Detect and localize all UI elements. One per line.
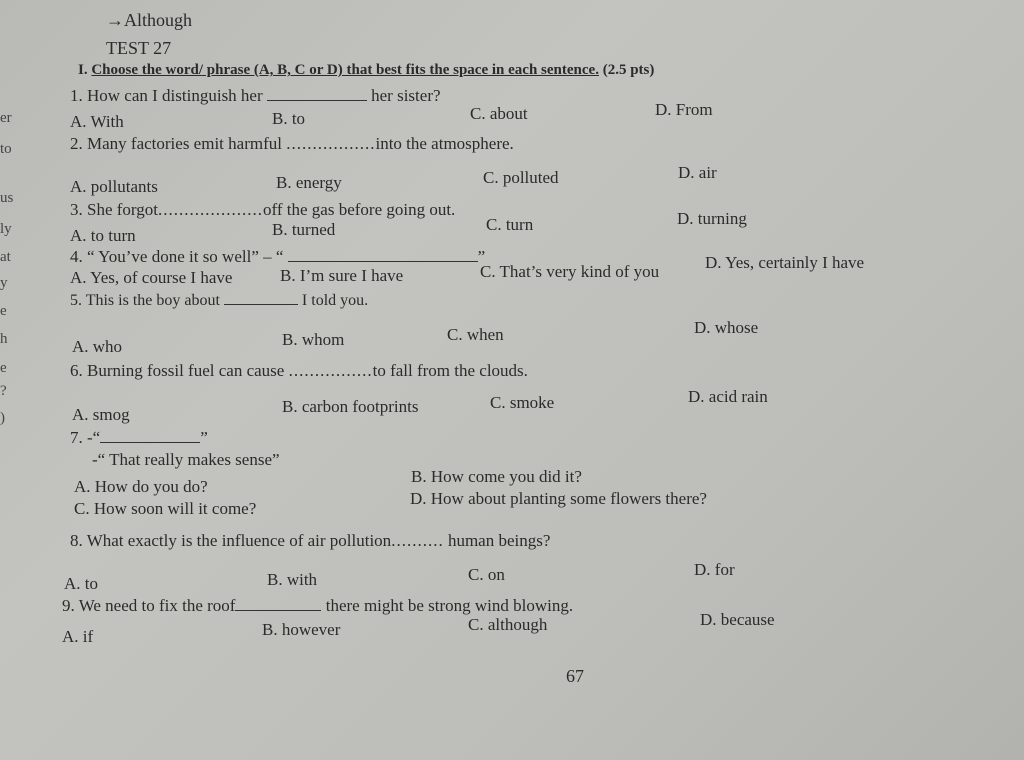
- question-stem: 8. What exactly is the influence of air pollution: [70, 531, 392, 550]
- option-c: C. turn: [486, 215, 534, 234]
- question-1: [70, 86, 441, 106]
- option-d: D. From: [655, 100, 713, 119]
- instruction-text: Choose the word/ phrase (A, B, C or D) that best fits the space in each sentence.: [91, 62, 599, 78]
- option-a: A. to turn: [70, 226, 136, 245]
- section-label: I.: [78, 62, 88, 78]
- question-stem: I told you.: [301, 292, 369, 309]
- option-d: D. air: [678, 163, 717, 182]
- option-a: A. pollutants: [70, 177, 158, 196]
- points: (2.5 pts): [602, 62, 655, 78]
- option-d: D. whose: [694, 318, 759, 337]
- margin-fragment: er: [0, 110, 12, 126]
- option-b: B. whom: [282, 330, 345, 349]
- question-stem: her sister?: [371, 86, 441, 105]
- question-stem: there might be strong wind blowing.: [325, 596, 574, 615]
- question-stem: 6. Burning fossil fuel can cause: [70, 361, 285, 380]
- question-stem: 1. How can I distinguish her: [70, 86, 263, 105]
- question-7: [70, 428, 208, 448]
- option-c: C. about: [470, 104, 528, 123]
- question-2: [70, 134, 514, 154]
- option-c: C. smoke: [490, 393, 555, 412]
- margin-fragment: ly: [0, 221, 12, 237]
- option-b: B. How come you did it?: [411, 467, 582, 486]
- option-d: D. for: [694, 560, 735, 579]
- option-c: C. on: [468, 565, 505, 584]
- option-b: B. with: [267, 570, 318, 589]
- question-8: [70, 531, 550, 551]
- option-b: B. to: [272, 109, 306, 128]
- question-stem: to fall from the clouds.: [372, 361, 528, 380]
- option-d: D. because: [700, 610, 775, 629]
- answer-blank: [235, 609, 321, 611]
- question-5: [70, 292, 368, 310]
- option-d: D. acid rain: [688, 387, 768, 406]
- page-number: 67: [566, 666, 584, 686]
- option-a: A. if: [62, 627, 94, 646]
- option-b: B. however: [262, 620, 341, 639]
- margin-fragment: ?: [0, 383, 7, 399]
- margin-fragment: to: [0, 141, 12, 157]
- question-stem: 9. We need to fix the roof: [62, 596, 236, 615]
- answer-blank: ..........: [391, 531, 444, 550]
- question-9: [62, 596, 573, 616]
- question-stem: 4. “ You’ve done it so well” – “: [70, 247, 284, 266]
- question-stem: 5. This is the boy about: [70, 292, 220, 309]
- question-3: [70, 200, 455, 220]
- answer-blank: .................: [286, 134, 376, 153]
- answer-blank: ....................: [158, 200, 263, 219]
- option-a: A. who: [72, 337, 123, 356]
- margin-fragment: e: [0, 360, 7, 376]
- option-a: A. smog: [72, 405, 130, 424]
- margin-fragment: y: [0, 275, 8, 291]
- question-7-reply: -“ That really makes sense”: [92, 450, 280, 469]
- answer-blank: ................: [288, 361, 373, 380]
- question-stem: ”: [477, 247, 486, 266]
- option-c: C. How soon will it come?: [74, 499, 257, 518]
- option-d: D. How about planting some flowers there?: [410, 489, 707, 508]
- top-note: →Although: [106, 10, 193, 30]
- option-d: D. Yes, certainly I have: [705, 253, 865, 272]
- margin-fragment: at: [0, 249, 11, 265]
- question-stem: off the gas before going out.: [263, 200, 456, 219]
- option-a: A. Yes, of course I have: [70, 268, 233, 287]
- question-stem: 2. Many factories emit harmful: [70, 134, 282, 153]
- question-stem: human beings?: [447, 531, 551, 550]
- question-stem: 3. She forgot: [70, 200, 158, 219]
- option-b: B. I’m sure I have: [280, 266, 404, 285]
- margin-fragment: us: [0, 190, 14, 206]
- answer-blank: [267, 99, 367, 101]
- option-c: C. That’s very kind of you: [480, 262, 660, 281]
- option-b: B. turned: [272, 220, 336, 239]
- question-stem: into the atmosphere.: [375, 134, 514, 153]
- margin-fragment: e: [0, 303, 7, 319]
- question-stem: ”: [200, 428, 208, 447]
- answer-blank: [224, 303, 298, 305]
- question-stem: 7. -“: [70, 428, 101, 447]
- question-6: [70, 361, 528, 381]
- test-title: TEST 27: [106, 38, 172, 58]
- margin-fragment: ): [0, 410, 5, 426]
- option-b: B. carbon footprints: [282, 397, 419, 416]
- option-c: C. although: [468, 615, 548, 634]
- answer-blank: [100, 441, 200, 443]
- option-c: C. when: [447, 325, 504, 344]
- answer-blank: [288, 260, 478, 262]
- option-a: A. With: [70, 112, 124, 131]
- option-b: B. energy: [276, 173, 342, 192]
- section-instruction: [78, 62, 654, 79]
- question-4: [70, 247, 485, 267]
- option-a: A. How do you do?: [74, 477, 208, 496]
- option-d: D. turning: [677, 209, 747, 228]
- option-a: A. to: [64, 574, 98, 593]
- option-c: C. polluted: [483, 168, 559, 187]
- margin-fragment: h: [0, 331, 8, 347]
